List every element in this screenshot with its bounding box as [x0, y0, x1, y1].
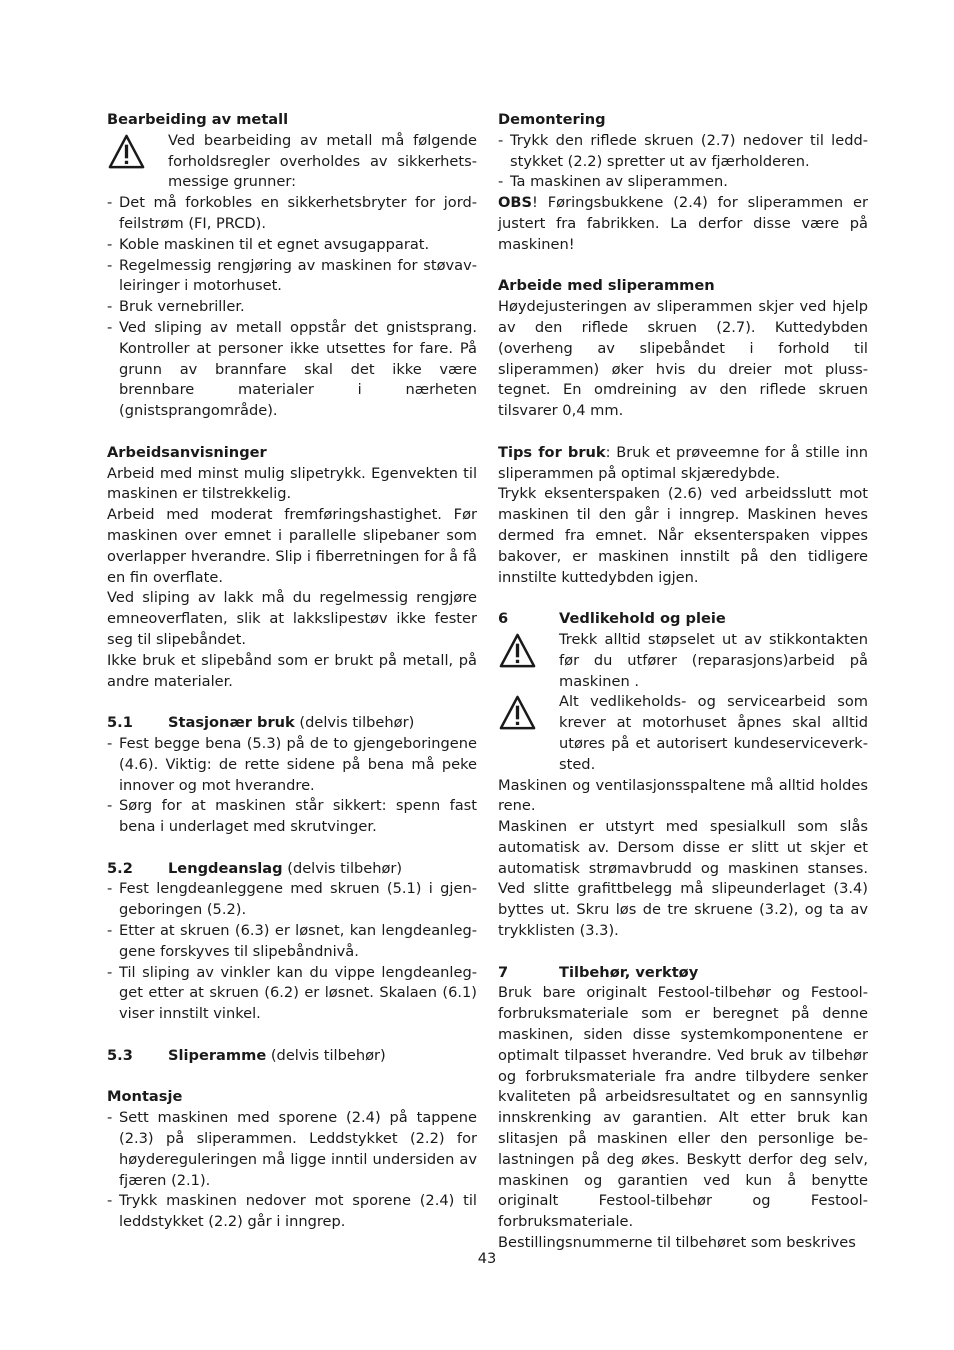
section-note: (delvis tilbehør) — [282, 859, 403, 877]
mount-list — [107, 1108, 477, 1233]
paragraph: Bestillingsnummerne til tilbehøret som beskrives — [498, 1234, 856, 1252]
tips-label: Tips for bruk — [498, 443, 606, 461]
section-5-1-list — [107, 734, 477, 838]
paragraph: Ikke bruk et slipebånd som er brukt på metall, på andre materialer. — [107, 651, 477, 690]
section-6-heading — [498, 609, 868, 630]
obs-paragraph — [498, 193, 868, 255]
heading-frame: Arbeide med sliperammen — [498, 277, 715, 295]
paragraph: Høydejusteringen av sliperammen skjer ved hjelp av den riflede skruen (2.7). Kuttedybden (overheng av slipebåndet i forhold til sliperammen) øker hvis du dreier mot pluss-tegnet. En omdreining av den riflede skruen tilsvarer 0,4 mm. — [498, 298, 868, 420]
page-number: 43 — [477, 1250, 497, 1267]
metal-list — [107, 193, 477, 422]
list-item: - Ved sliping av metall oppstår det gnistsprang. Kontroller at personer ikke utsettes for fare. På grunn av brannfare skal det ikke være brennbare materialer i nærheten (gnistsprangområde). — [107, 318, 477, 422]
paragraph: Arbeid med moderat fremføringshastighet. Før maskinen over emnet i parallelle slipebaner som overlapper hverandre. Slip i fiberretningen for å få en fin overflate. — [107, 506, 477, 586]
list-item: - Sett maskinen med sporene (2.4) på tappene (2.3) på sliperammen. Leddstykket (2.2) for høydereguleringen må ligge inntil undersiden av fjæren (2.1). — [107, 1108, 477, 1191]
paragraph: Ved sliping av lakk må du regelmessig rengjøre emneoverflaten, slik at lakkslipestøv ikke fester seg til slipebåndet. — [107, 589, 477, 648]
section-note: (delvis tilbehør) — [294, 714, 415, 732]
warning-block-metal — [107, 131, 477, 193]
right-column — [498, 110, 868, 1254]
section-note: (delvis tilbehør) — [266, 1046, 386, 1064]
paragraph: Maskinen og ventilasjonsspaltene må alltid holdes rene. — [498, 776, 868, 815]
heading-work: Arbeidsanvisninger — [107, 443, 267, 461]
section-7-heading — [498, 963, 868, 984]
list-item: - Ta maskinen av sliperammen. — [498, 172, 868, 193]
section-number: 6 — [498, 610, 509, 628]
obs-label: OBS — [498, 194, 533, 212]
list-item: - Trykk maskinen nedover mot sporene (2.4) til leddstykket (2.2) går i inngrep. — [107, 1191, 477, 1233]
paragraph: Arbeid med minst mulig slipetrykk. Egenvekten til maskinen er tilstrekkelig. — [107, 464, 477, 503]
section-number: 7 — [498, 963, 509, 981]
demont-list — [498, 131, 868, 193]
section-5-2-heading — [107, 859, 477, 880]
section-title: Vedlikehold og pleie — [559, 610, 726, 628]
list-item: - Sørg for at maskinen står sikkert: spenn fast bena i underlaget med skrutvinger. — [107, 796, 477, 838]
list-item: - Bruk vernebriller. — [107, 297, 477, 318]
section-title: Sliperamme — [168, 1046, 267, 1064]
list-item: - Etter at skruen (6.3) er løsnet, kan lengdeanleggene forskyves til slipebåndnivå. — [107, 921, 477, 963]
heading-demont: Demontering — [498, 111, 606, 128]
list-item: - Fest lengdeanleggene med skruen (5.1) i gjengeboringen (5.2). — [107, 879, 477, 921]
heading-mount: Montasje — [107, 1088, 183, 1106]
list-item: - Koble maskinen til et egnet avsugapparat. — [107, 235, 477, 256]
list-item: - Regelmessig rengjøring av maskinen for støvavleiringer i motorhuset. — [107, 256, 477, 298]
section-number: 5.2 — [107, 859, 133, 877]
heading-metal: Bearbeiding av metall — [107, 111, 289, 128]
obs-text: ! Føringsbukkene (2.4) for sliperammen er justert fra fabrikken. La derfor disse være på maskinen! — [498, 194, 868, 253]
list-item: - Trykk den riflede skruen (2.7) nedover til leddstykket (2.2) spretter ut av fjærholderen. — [498, 131, 868, 173]
section-5-2-list — [107, 879, 477, 1025]
warning-block-plug — [498, 630, 868, 692]
section-number: 5.3 — [107, 1046, 133, 1064]
section-title: Lengdeanslag — [168, 859, 283, 877]
list-item: - Fest begge bena (5.3) på de to gjengeboringene (4.6). Viktig: de rette sidene på bena må peke innover og mot hverandre. — [107, 734, 477, 796]
warning-triangle-icon — [107, 131, 168, 170]
warning-text-service: Alt vedlikeholds- og servicearbeid som krever at motorhuset åpnes skal alltid utøres på et autorisert kundeserviceverksted. — [559, 693, 868, 773]
left-column — [107, 110, 477, 1233]
section-5-3-heading — [107, 1046, 477, 1067]
paragraph: Trykk eksenterspaken (2.6) ved arbeidsslutt mot maskinen til den går i inngrep. Maskinen heves dermed fra emnet. Når eksenterspaken vippes bakover, er maskinen innstilt på den tidligere innstilte kuttedybden igjen. — [498, 485, 868, 586]
paragraph: Maskinen er utstyrt med spesialkull som slås automatisk av. Dersom disse er slitt ut skjer et automatisk strømavbrudd og maskinen stanses. Ved slitte grafittbelegg må slipeunderlaget (3.4) byttes ut. Skru løs de tre skruene (3.2), og ta av trykklisten (3.3). — [498, 818, 868, 940]
list-item: - Til sliping av vinkler kan du vippe lengdeanlegget etter at skruen (6.2) er løsnet. Skalaen (6.1) viser innstilt vinkel. — [107, 963, 477, 1025]
tips-text: : Bruk et prøveemne for å stille inn sliperammen på optimal skjæredybde. — [498, 443, 868, 482]
warning-block-service — [498, 692, 868, 775]
section-5-1-heading — [107, 713, 477, 734]
section-title: Tilbehør, verktøy — [559, 963, 699, 981]
section-number: 5.1 — [107, 714, 133, 732]
warning-triangle-icon — [498, 630, 559, 669]
warning-text-metal: Ved bearbeiding av metall må følgende forholdsregler overholdes av sikkerhetsmessige grunner: — [168, 131, 477, 191]
section-title: Stasjonær bruk — [168, 714, 295, 732]
list-item: - Det må forkobles en sikkerhetsbryter for jordfeilstrøm (FI, PRCD). — [107, 193, 477, 235]
tips-paragraph — [498, 443, 868, 485]
warning-triangle-icon — [498, 692, 559, 731]
paragraph: Bruk bare originalt Festool-tilbehør og Festool-forbruksmateriale som er beregnet på denne maskinen, siden disse systemkomponentene er optimalt tilpasset hverandre. Ved bruk av tilbehør og forbruksmateriale fra andre tilbydere senker kvaliteten på arbeidsresultatet og en sannsynlig innskrenking av garantien. Alt etter bruk kan slitasjen på maskinen eller den personlige belastningen på deg økes. Beskytt derfor deg selv, maskinen og garantien ved kun å benytte originalt Festool-tilbehør og Festool-forbruksmateriale. — [498, 984, 868, 1231]
warning-text-plug: Trekk alltid støpselet ut av stikkontakten før du utfører (reparasjons)arbeid på maskinen . — [559, 630, 868, 690]
